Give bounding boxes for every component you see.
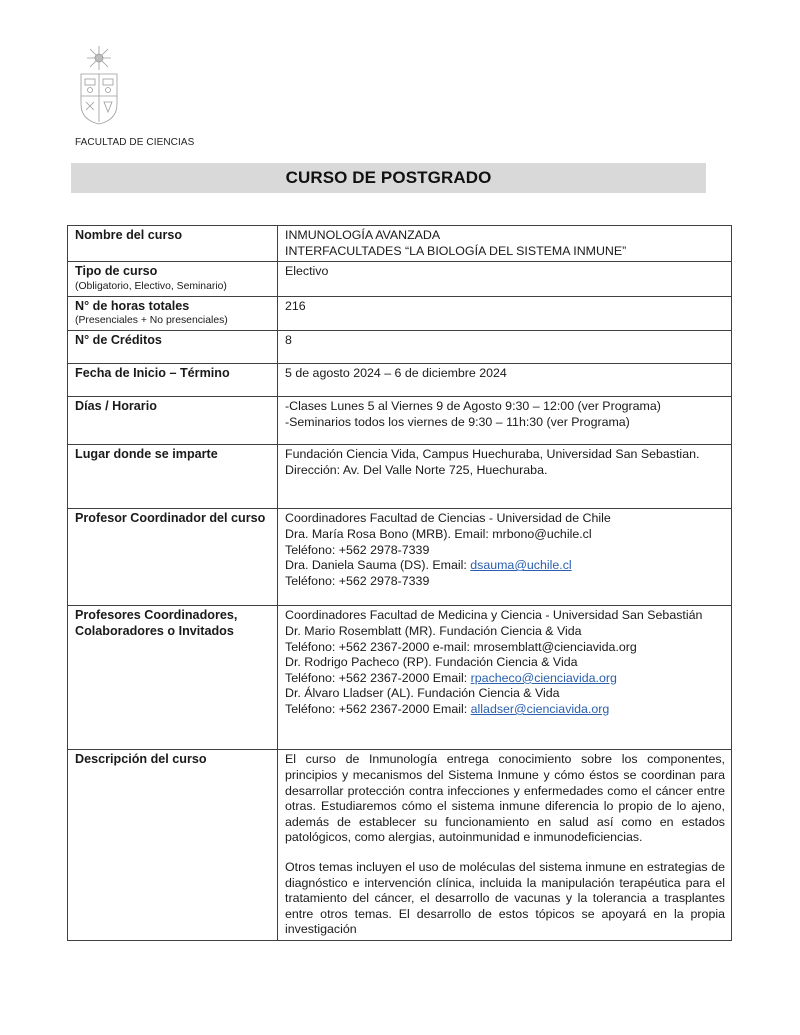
- row-label: Nombre del curso: [68, 226, 278, 262]
- contact-line: [285, 558, 725, 574]
- contact-text: Teléfono: +562 2367-2000 Email:: [285, 670, 471, 685]
- row-nombre: [68, 226, 732, 262]
- row-value: Electivo: [278, 262, 732, 297]
- contact-text: Teléfono: +562 2367-2000 Email:: [285, 701, 471, 716]
- contact-line: Coordinadores Facultad de Medicina y Ciencia - Universidad San Sebastián: [285, 608, 703, 623]
- course-name: INMUNOLOGÍA AVANZADA: [285, 228, 441, 242]
- contact-line: Dr. Mario Rosemblatt (MR). Fundación Ciencia & Vida: [285, 623, 582, 638]
- row-label: Fecha de Inicio – Término: [68, 364, 278, 397]
- schedule-line: -Clases Lunes 5 al Viernes 9 de Agosto 9:30 – 12:00 (ver Programa): [285, 399, 661, 414]
- row-value: [278, 606, 732, 750]
- row-tipo: [68, 262, 732, 297]
- row-lugar: [68, 445, 732, 509]
- course-info-table: [67, 225, 732, 941]
- row-creditos: [68, 331, 732, 364]
- contact-line: Teléfono: +562 2978-7339: [285, 573, 430, 588]
- row-coordinador: [68, 509, 732, 606]
- contact-line: [285, 671, 725, 687]
- row-label: [68, 296, 278, 331]
- contact-line: Teléfono: +562 2367-2000 e-mail: mrosemblatt@cienciavida.org: [285, 639, 637, 654]
- row-label: N° de Créditos: [68, 331, 278, 364]
- row-value: 5 de agosto 2024 – 6 de diciembre 2024: [278, 364, 732, 397]
- row-label: Días / Horario: [68, 397, 278, 445]
- row-descripcion: [68, 750, 732, 941]
- contact-line: Coordinadores Facultad de Ciencias - Universidad de Chile: [285, 511, 611, 526]
- title-banner: [71, 163, 706, 193]
- email-link[interactable]: rpacheco@cienciavida.org: [470, 670, 617, 685]
- university-crest-icon: [78, 44, 120, 126]
- row-sublabel: (Presenciales + No presenciales): [75, 315, 228, 327]
- row-value: [278, 397, 732, 445]
- email-link[interactable]: dsauma@uchile.cl: [470, 558, 572, 573]
- row-label: Profesor Coordinador del curso: [68, 509, 278, 606]
- row-value: [278, 509, 732, 606]
- row-value: 216: [278, 296, 732, 331]
- row-label: Lugar donde se imparte: [68, 445, 278, 509]
- row-label: Profesores Coordinadores, Colaboradores o Invitados: [68, 606, 278, 750]
- course-subtitle: INTERFACULTADES “LA BIOLOGÍA DEL SISTEMA INMUNE”: [285, 243, 627, 258]
- schedule-line: -Seminarios todos los viernes de 9:30 – 11h:30 (ver Programa): [285, 414, 630, 429]
- row-dias: [68, 397, 732, 445]
- contact-line: [285, 702, 725, 718]
- description-paragraph: El curso de Inmunología entrega conocimiento sobre los componentes, principios y mecanismos del Sistema Inmune y cómo éstos se coordinan para desarrollar protección contra infecciones y enfermedades como el cáncer entre otras. Estudiaremos cómo el sistema inmune diferencia lo propio de lo ajeno, además de establecer su funcionamiento en salud así como en estados patológicos, como alergias, autoinmunidad e inmunodeficiencias.: [285, 752, 725, 845]
- row-label: Descripción del curso: [68, 750, 278, 941]
- row-label-text: Tipo de curso: [75, 264, 158, 279]
- page-title: CURSO DE POSTGRADO: [285, 168, 492, 187]
- contact-line: Dr. Álvaro Lladser (AL). Fundación Ciencia & Vida: [285, 686, 560, 701]
- location-line: Fundación Ciencia Vida, Campus Huechuraba, Universidad San Sebastian.: [285, 447, 700, 462]
- row-horas: [68, 296, 732, 331]
- row-colaboradores: [68, 606, 732, 750]
- description-paragraph: Otros temas incluyen el uso de moléculas del sistema inmune en estrategias de diagnóstico e intervención clínica, incluida la manipulación terapéutica para el tratamiento del cáncer, el desarrollo de vacunas y la tolerancia a trasplantes entre otros temas. El desarrollo de estos tópicos se apoyará en la propia investigación: [285, 859, 725, 937]
- row-value: [278, 445, 732, 509]
- faculty-name: FACULTAD DE CIENCIAS: [75, 137, 195, 148]
- row-value: 8: [278, 331, 732, 364]
- row-label: [68, 262, 278, 297]
- row-sublabel: (Obligatorio, Electivo, Seminario): [75, 280, 227, 292]
- contact-text: Dra. Daniela Sauma (DS). Email:: [285, 558, 471, 573]
- row-fecha: [68, 364, 732, 397]
- contact-line: Dra. María Rosa Bono (MRB). Email: mrbono@uchile.cl: [285, 526, 592, 541]
- row-value: [278, 750, 732, 941]
- contact-line: Dr. Rodrigo Pacheco (RP). Fundación Ciencia & Vida: [285, 655, 578, 670]
- row-label-text: N° de horas totales: [75, 298, 190, 313]
- address-line: Dirección: Av. Del Valle Norte 725, Huechuraba.: [285, 462, 548, 477]
- email-link[interactable]: alladser@cienciavida.org: [470, 701, 610, 716]
- row-value: [278, 226, 732, 262]
- contact-line: Teléfono: +562 2978-7339: [285, 542, 430, 557]
